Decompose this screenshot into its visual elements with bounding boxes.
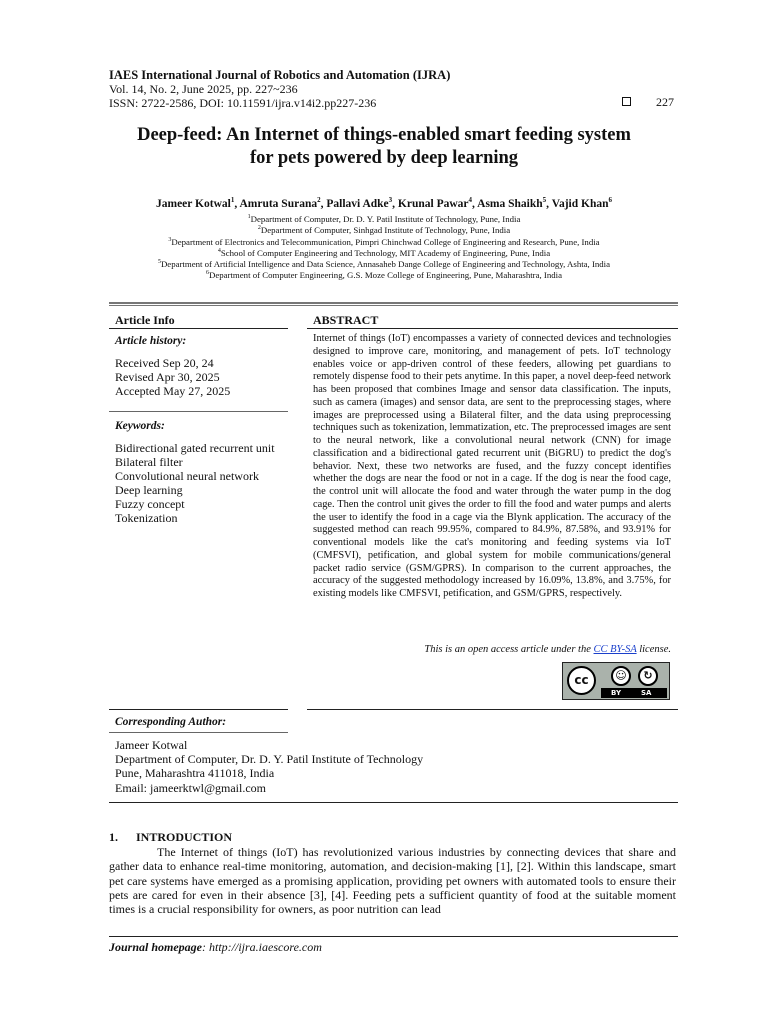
by-label: BY — [611, 689, 622, 697]
volume-info: Vol. 14, No. 2, June 2025, pp. 227~236 — [109, 82, 298, 96]
corresponding-author-heading: Corresponding Author: — [115, 716, 227, 728]
author-name: Krunal Pawar — [397, 197, 469, 210]
license-bar — [601, 688, 667, 698]
author-sup: 5 — [542, 196, 547, 204]
affiliation-sup: 1 — [247, 214, 251, 220]
title-line: Deep-feed: An Internet of things-enabled smart feeding system — [137, 125, 631, 145]
sa-label: SA — [641, 689, 652, 697]
share-alike-icon: ↻ — [638, 666, 658, 686]
keyword-list — [115, 441, 285, 525]
corresponding-rule — [109, 732, 288, 733]
accepted-date: Accepted May 27, 2025 — [115, 384, 231, 398]
paper-title — [100, 124, 668, 170]
cc-by-sa-badge[interactable] — [562, 662, 670, 700]
author-name: Amruta Surana — [239, 197, 318, 210]
keyword: Bilateral filter — [115, 455, 183, 469]
keyword: Tokenization — [115, 511, 178, 525]
author-name: Asma Shaikh — [477, 197, 543, 210]
homepage-label: Journal homepage — [109, 940, 203, 954]
square-bullet-icon — [622, 97, 631, 106]
license-note — [313, 644, 671, 655]
homepage-url[interactable]: http://ijra.iaescore.com — [209, 940, 322, 954]
author-name: Vajid Khan — [551, 197, 609, 210]
corresponding-email: Email: jameerktwl@gmail.com — [115, 780, 267, 795]
affiliation — [100, 223, 668, 236]
homepage-sep: : — [202, 940, 210, 954]
affiliation-sup: 5 — [157, 259, 161, 265]
front-matter-bottom-rule — [109, 802, 678, 803]
affiliation-sup: 3 — [168, 237, 172, 243]
corresponding-department: Department of Computer, Dr. D. Y. Patil Institute of Technology — [115, 752, 424, 767]
abstract-bottom-rule — [307, 709, 678, 710]
abstract-text: Internet of things (IoT) encompasses a variety of connected devices and technologies designed to improve care, monitoring, and management of pets. IoT technology enables voice or app-driven control of these feeders, allowing pet guardians to remotely dispense food to their pets anytime. In this paper, a novel deep-feed network has been proposed that combines Image and sensor data classification. The inputs, such as camera (images) and sensor data, are sent to the preprocessing stages, where images are preprocessed using a Bilateral filter, and the data using preprocessing techniques such as tokenization, lemmatization, etc. The preprocessed images are sent to the neural network, like a convolutional neural network (CNN) for image classification and a bidirectional gated recurrent unit (BiGRU) to predict the dog's behavior. Next, these two networks are fused, and the fuzzy concept identifies whether the dogs are near the food or not in a cage. If the dog is near the food cage, the control unit will allocate the food and water through the water pump in the dog cage. Then the control unit gives the order to fill the food and water pumps and alerts the user to identify the food in a cage via the Blynk application. The accuracy of the suggested method can reach 99.95%, compared to 84.9%, 87.58%, and 93.91% for conventional models like the cat's monitoring and feeding systems via IoT (CMFSVI), petification, and global system for mobile communications/general packet radio service (GSM/GPRS). In comparison to the current approaches, the accuracy of the suggested methodology increased by 16.09%, 13.8%, and 3.75%, for existing models like CMFSVI, petification, and GSM/GPRS, respectively. — [313, 333, 671, 599]
abstract-rule — [307, 328, 678, 329]
keyword: Bidirectional gated recurrent unit — [115, 441, 275, 455]
abstract-heading: ABSTRACT — [313, 313, 379, 327]
article-info-rule — [109, 328, 288, 329]
journal-name: IAES International Journal of Robotics and Automation (IJRA) — [109, 68, 451, 82]
page-number: 227 — [656, 95, 674, 109]
person-icon: ☺ — [611, 666, 631, 686]
affiliation-text: Department of Electronics and Telecommunication, Pimpri Chinchwad College of Engineering and Research, Pune, India — [171, 236, 600, 247]
author-list: Jameer Kotwal$^1$, Amruta Surana$^2$, Pallavi Adke$^3$, Krunal Pawar$^4$, Asma Shaikh$^5$, Vajid Khan$^6$ — [156, 196, 612, 210]
issn-doi: ISSN: 2722-2586, DOI: 10.11591/ijra.v14i2.pp227-236 — [109, 96, 377, 110]
affiliation — [100, 268, 668, 281]
header-divider — [109, 302, 678, 306]
section-number: 1. — [109, 830, 118, 844]
revised-date: Revised Apr 30, 2025 — [115, 370, 220, 384]
article-history-label: Article history: — [115, 335, 187, 347]
author-name: Jameer Kotwal — [156, 197, 231, 210]
affiliation-text: Department of Computer, Dr. D. Y. Patil Institute of Technology, Pune, India — [250, 213, 521, 224]
article-info-heading: Article Info — [115, 313, 175, 327]
author-sup: 3 — [388, 196, 393, 204]
cc-by-sa-link[interactable]: CC BY-SA — [593, 644, 637, 655]
author-sup: 2 — [317, 196, 321, 204]
affiliation-sup: 6 — [205, 270, 209, 276]
affiliation-sup: 4 — [217, 248, 221, 254]
author-name: Pallavi Adke — [326, 197, 389, 210]
footer-rule — [109, 936, 678, 937]
keywords-label: Keywords: — [115, 420, 165, 432]
affiliation-text: Department of Artificial Intelligence and Data Science, Annasaheb Dange College of Engineering and Technology, Ashta, India — [160, 258, 611, 269]
affiliation-text: Department of Computer Engineering, G.S. Moze College of Engineering, Pune, Maharashtra, India — [208, 269, 562, 280]
cc-logo-icon: cc — [567, 666, 596, 695]
license-suffix: license. — [636, 644, 671, 655]
article-info-bottom-rule — [109, 709, 288, 710]
history-divider — [109, 411, 288, 412]
corresponding-name: Jameer Kotwal — [115, 738, 188, 752]
license-prefix: This is an open access article under the — [424, 644, 594, 655]
keyword: Fuzzy concept — [115, 497, 185, 511]
title-line: for pets powered by deep learning — [249, 148, 519, 168]
received-date: Received Sep 20, 24 — [115, 356, 214, 370]
journal-homepage — [109, 940, 322, 955]
author-sup: 6 — [608, 196, 612, 204]
introduction-paragraph: The Internet of things (IoT) has revolutionized various industries by connecting devices that share and gather data to enhance real-time monitoring, automation, and decision-making [1], [2]. Within this landscape, smart pet care systems have emerged as a promising application, providing pet owners with automated tools to ensure their pets are cared for even in their absence [3], [4]. Feeding pets a sufficient quantity of food at the suitable moment times is a crucial responsibility for owners, as poor nutrition can lead — [109, 845, 676, 917]
corresponding-address: Pune, Maharashtra 411018, India — [115, 766, 275, 781]
affiliation-text: Department of Computer, Sinhgad Institute of Technology, Pune, India — [260, 224, 511, 235]
corresponding-author-details — [115, 738, 423, 795]
introduction-body — [109, 845, 676, 916]
keyword: Deep learning — [115, 483, 183, 497]
keyword: Convolutional neural network — [115, 469, 259, 483]
author-sup: 1 — [230, 196, 235, 204]
section-heading — [109, 830, 232, 845]
section-title: INTRODUCTION — [136, 830, 233, 844]
affiliation-text: School of Computer Engineering and Technology, MIT Academy of Engineering, Pune, India — [220, 247, 551, 258]
author-sup: 4 — [468, 196, 473, 204]
affiliation-sup: 2 — [257, 225, 261, 231]
